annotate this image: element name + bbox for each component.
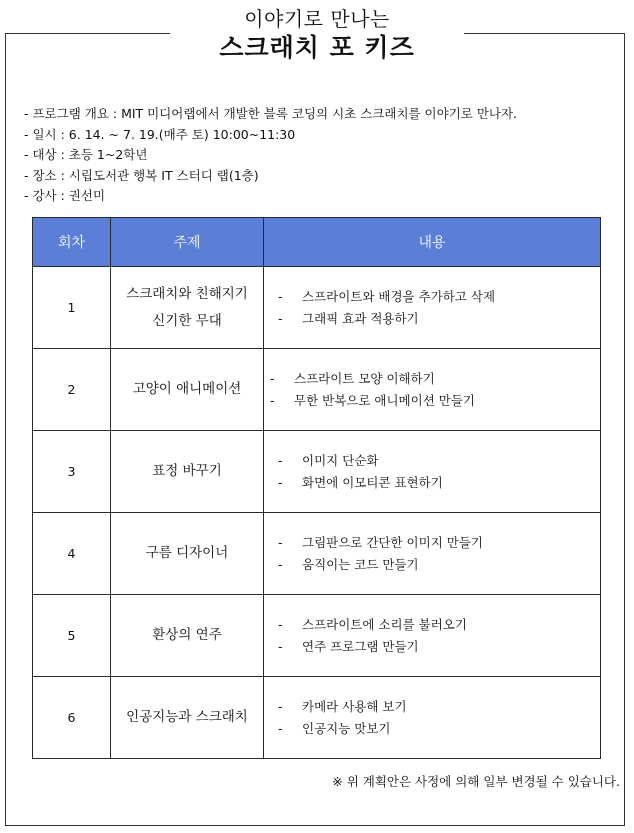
- session-number: 1: [33, 267, 111, 349]
- bullet-dash: -: [278, 452, 283, 468]
- page-title: 스크래치 포 키즈: [219, 33, 415, 62]
- table-header-row: [33, 218, 601, 267]
- header-content: 내용: [264, 218, 601, 267]
- header-topic: 주제: [111, 218, 264, 267]
- bullet-dash: -: [278, 556, 283, 572]
- content-item: 움직이는 코드 만들기: [302, 556, 419, 572]
- session-number: 4: [33, 513, 111, 595]
- bullet-dash: -: [278, 616, 283, 632]
- info-instructor: - 강사 : 권선미: [24, 188, 106, 203]
- session-topic: [111, 431, 264, 513]
- info-overview: - 프로그램 개요 : MIT 미디어랩에서 개발한 블록 코딩의 시초 스크래치를 이야기로 만나자.: [24, 106, 518, 121]
- topic-line: 표정 바꾸기: [152, 463, 222, 479]
- topic-line: 구름 디자이너: [145, 545, 229, 561]
- session-number: 3: [33, 431, 111, 513]
- table-row: [33, 595, 601, 677]
- info-schedule: - 일시 : 6. 14. ~ 7. 19.(매주 토) 10:00~11:30: [24, 126, 296, 142]
- session-topic: [111, 513, 264, 595]
- session-number: 2: [33, 349, 111, 431]
- topic-line: 인공지능과 스크래치: [126, 709, 248, 725]
- session-content: [264, 349, 601, 431]
- bullet-dash: -: [278, 638, 283, 654]
- bullet-dash: -: [278, 698, 283, 714]
- content-item: 스프라이트에 소리를 불러오기: [302, 616, 467, 632]
- program-info: [24, 104, 624, 207]
- subtitle: 이야기로 만나는: [244, 7, 390, 31]
- session-topic: [111, 595, 264, 677]
- topic-line: 고양이 애니메이션: [132, 381, 242, 397]
- content-item: 그래픽 효과 적용하기: [302, 310, 419, 326]
- content-item: 무한 반복으로 애니메이션 만들기: [294, 392, 475, 408]
- session-content: [264, 595, 601, 677]
- schedule-table: [32, 217, 601, 759]
- content-item: 카메라 사용해 보기: [302, 698, 407, 714]
- topic-line: 환상의 연주: [152, 627, 222, 643]
- content-item: 화면에 이모티콘 표현하기: [302, 474, 443, 490]
- topic-line: 스크래치와 친해지기: [126, 285, 248, 302]
- bullet-dash: -: [278, 310, 283, 326]
- info-target: - 대상 : 초등 1~2학년: [24, 147, 148, 162]
- title-block: [170, 4, 464, 64]
- bullet-dash: -: [270, 370, 275, 386]
- content-item: 스프라이트와 배경을 추가하고 삭제: [302, 288, 496, 304]
- content-item: 스프라이트 모양 이해하기: [294, 370, 435, 386]
- table-row: [33, 431, 601, 513]
- session-content: [264, 513, 601, 595]
- session-topic: [111, 267, 264, 349]
- session-topic: [111, 677, 264, 759]
- table-row: [33, 349, 601, 431]
- content-item: 이미지 단순화: [302, 452, 379, 468]
- session-topic: [111, 349, 264, 431]
- session-content: [264, 431, 601, 513]
- table-row: [33, 267, 601, 349]
- content-item: 연주 프로그램 만들기: [302, 638, 419, 654]
- table-row: [33, 513, 601, 595]
- session-content: [264, 677, 601, 759]
- topic-line: 신기한 무대: [152, 312, 222, 329]
- table-row: [33, 677, 601, 759]
- bullet-dash: -: [278, 534, 283, 550]
- bullet-dash: -: [278, 474, 283, 490]
- bullet-dash: -: [278, 288, 283, 304]
- content-item: 인공지능 맛보기: [302, 720, 391, 736]
- session-number: 6: [33, 677, 111, 759]
- info-location: - 장소 : 시립도서관 행복 IT 스터디 랩(1층): [24, 167, 259, 183]
- bullet-dash: -: [270, 392, 275, 408]
- session-number: 5: [33, 595, 111, 677]
- content-item: 그림판으로 간단한 이미지 만들기: [302, 534, 483, 550]
- header-session: 회차: [33, 218, 111, 267]
- session-content: [264, 267, 601, 349]
- bullet-dash: -: [278, 720, 283, 736]
- footnote: ※ 위 계획안은 사정에 의해 일부 변경될 수 있습니다.: [332, 774, 620, 789]
